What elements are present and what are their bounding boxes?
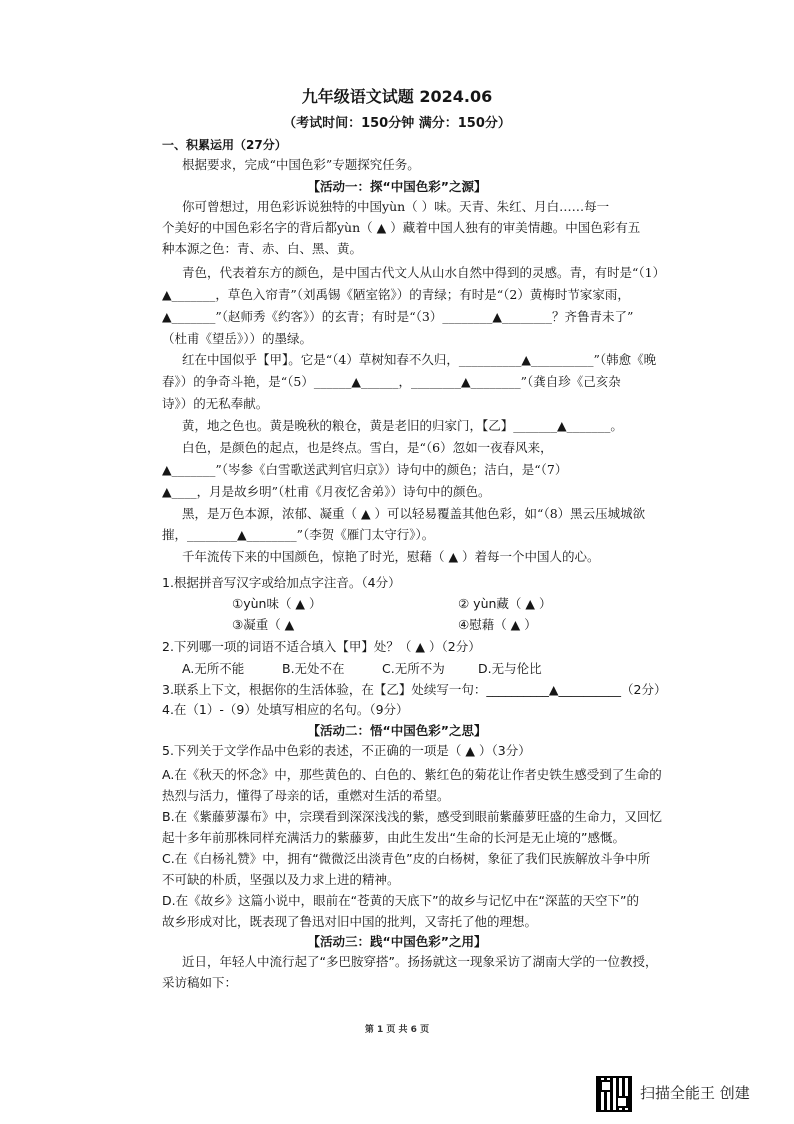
choice-line: 起十多年前那株同样充满活力的紫藤萝，由此生发出“生命的长河是无止境的”感慨。 xyxy=(162,830,625,845)
paragraph-line: 你可曾想过，用色彩诉说独特的中国yùn（ ）味。天青、朱红、月白……每一 xyxy=(182,199,610,214)
question-2-option: D.无与伦比 xyxy=(478,661,542,676)
choice-line: C.在《白杨礼赞》中，拥有“微微泛出淡青色”皮的白杨树，象征了我们民族解放斗争中所 xyxy=(162,851,651,866)
choice-line: B.在《紫藤萝瀑布》中，宗璞看到深深浅浅的紫，感受到眼前紫藤萝旺盛的生命力，又回忆 xyxy=(162,809,663,824)
paragraph-line: 采访稿如下： xyxy=(162,975,238,990)
paragraph-line: ▲____，月是故乡明”（杜甫《月夜忆舍弟》）诗句中的颜色。 xyxy=(162,484,491,499)
paragraph-line: 黄，地之色也。黄是晚秋的粮仓，黄是老旧的归家门，【乙】_______▲_______。 xyxy=(182,418,623,433)
paragraph-line: ▲_______”（岑参《白雪歌送武判官归京》）诗句中的颜色；洁白，是“（7） xyxy=(162,462,568,477)
choice-line: 故乡形成对比，既表现了鲁迅对旧中国的批判，又寄托了他的理想。 xyxy=(162,914,538,929)
paragraph-line: 种本源之色：青、赤、白、黑、黄。 xyxy=(162,241,363,256)
question-1-option: ② yùn藏（ ▲ ） xyxy=(458,596,552,611)
page-number: 第 1 页 共 6 页 xyxy=(364,1025,430,1035)
paragraph-line: 白色，是颜色的起点，也是终点。雪白，是“（6）忽如一夜春风来， xyxy=(182,440,553,455)
paragraph-line: 春》）的争奇斗艳，是“（5）______▲______，________▲________”（龚自珍《己亥杂 xyxy=(162,374,621,389)
paragraph-line: 个美好的中国色彩名字的背后都yùn（ ▲ ）藏着中国人独有的审美情趣。中国色彩有五 xyxy=(162,220,641,235)
question-1: 1.根据拼音写汉字或给加点字注音。（4分） xyxy=(162,575,401,590)
qr-code-icon xyxy=(596,1076,632,1112)
activity2-title: 【活动二：悟“中国色彩”之思】 xyxy=(307,723,487,738)
scanner-watermark: 扫描全能王 创建 xyxy=(640,1084,750,1102)
section-intro: 根据要求，完成“中国色彩”专题探究任务。 xyxy=(182,157,420,172)
choice-line: 热烈与活力，懂得了母亲的话，重燃对生活的希望。 xyxy=(162,788,450,803)
paragraph-line: 千年流传下来的中国颜色，惊艳了时光，慰藉（ ▲ ）着每一个中国人的心。 xyxy=(182,549,600,564)
section-heading: 一、积累运用（27分） xyxy=(162,138,287,152)
question-2-option: B.无处不在 xyxy=(282,661,345,676)
question-1-option: ④慰藉（ ▲ ） xyxy=(458,617,537,632)
paragraph-line: 近日，年轻人中流行起了“多巴胺穿搭”。扬扬就这一现象采访了湖南大学的一位教授， xyxy=(182,954,658,969)
paragraph-line: 诗》）的无私奉献。 xyxy=(162,396,269,411)
choice-line: 不可缺的朴质，坚强以及力求上进的精神。 xyxy=(162,872,400,887)
question-5: 5.下列关于文学作品中色彩的表述，不正确的一项是（ ▲ ）（3分） xyxy=(162,743,531,758)
activity1-title: 【活动一：探“中国色彩”之源】 xyxy=(307,179,487,194)
page-title: 九年级语文试题 2024.06 xyxy=(301,87,493,106)
choice-line: D.在《故乡》这篇小说中，眼前在“苍黄的天底下”的故乡与记忆中在“深蓝的天空下”的 xyxy=(162,893,640,908)
paragraph-line: 青色，代表着东方的颜色，是中国古代文人从山水自然中得到的灵感。青，有时是“（1） xyxy=(182,265,666,280)
paragraph-line: 黑，是万色本源，浓郁、凝重（ ▲ ）可以轻易覆盖其他色彩，如“（8）黑云压城城欲 xyxy=(182,506,646,521)
paragraph-line: （杜甫《望岳》））的墨绿。 xyxy=(162,331,313,346)
paragraph-line: 摧，________▲________”（李贺《雁门太守行》）。 xyxy=(162,527,435,542)
paragraph-line: 红在中国似乎【甲】。它是“（4）草树知春不久归，__________▲__________”（韩愈《晚 xyxy=(182,352,657,367)
question-4: 4.在（1）-（9）处填写相应的名句。（9分） xyxy=(162,702,409,717)
question-3: 3.联系上下文，根据你的生活体验，在【乙】处续写一句：__________▲__________（2分） xyxy=(162,682,667,697)
exam-info: （考试时间：150分钟 满分：150分） xyxy=(283,116,511,131)
question-2-option: A.无所不能 xyxy=(182,661,245,676)
question-2-option: C.无所不为 xyxy=(382,661,445,676)
choice-line: A.在《秋天的怀念》中，那些黄色的、白色的、紫红色的菊花让作者史铁生感受到了生命的 xyxy=(162,767,662,782)
activity3-title: 【活动三：践“中国色彩”之用】 xyxy=(307,934,487,949)
paragraph-line: ▲_______”（赵师秀《约客》）的玄青；有时是“（3）________▲________？齐鲁青未了” xyxy=(162,309,634,324)
paragraph-line: ▲_______，草色入帘青”（刘禹锡《陋室铭》）的青绿；有时是“（2）黄梅时节家家雨， xyxy=(162,287,630,302)
question-2: 2.下列哪一项的词语不适合填入【甲】处？（ ▲ ）（2分） xyxy=(162,639,481,654)
question-1-option: ③凝重（ ▲ xyxy=(232,617,295,632)
question-1-option: ①yùn味（ ▲ ） xyxy=(232,596,322,611)
